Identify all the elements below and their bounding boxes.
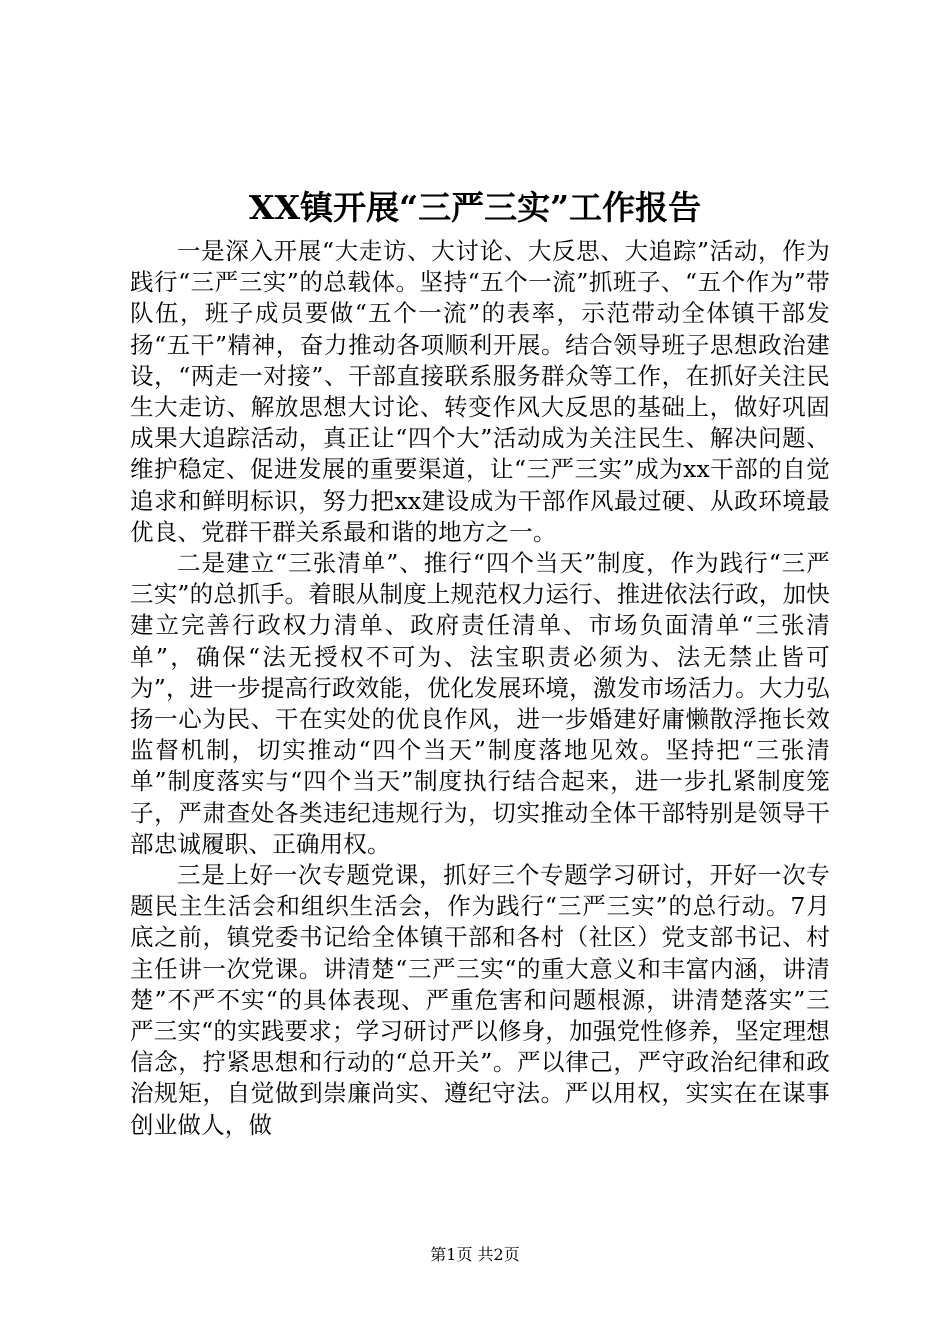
- page-number-footer: 第1页 共2页: [430, 1245, 520, 1264]
- document-body: [130, 236, 830, 1186]
- paragraph-2: 二是建立“三张清单”、推行“四个当天”制度，作为践行“三严三实”的总抓手。着眼从制度上规范权力运行、推进依法行政，加快建立完善行政权力清单、政府责任清单、市场负面清单“三张清单”，确保“法无授权不可为、法宝职责必须为、法无禁止皆可为”，进一步提高行政效能，优化发展环境，激发市场活力。大力弘扬一心为民、干在实处的优良作风，进一步婚建好庸懒散浮拖长效监督机制，切实推动“四个当天”制度落地见效。坚持把“三张清单”制度落实与“四个当天”制度执行结合起来，进一步扎紧制度笼子，严肃查处各类违纪违规行为，切实推动全体干部特别是领导干部忠诚履职、正确用权。: [130, 549, 830, 858]
- paragraph-1: 一是深入开展“大走访、大讨论、大反思、大追踪”活动，作为践行“三严三实”的总载体。坚持“五个一流”抓班子、“五个作为”带队伍，班子成员要做“五个一流”的表率，示范带动全体镇干部发扬“五干”精神，奋力推动各项顺利开展。结合领导班子思想政治建设，“两走一对接”、干部直接联系服务群众等工作，在抓好关注民生大走访、解放思想大讨论、转变作风大反思的基础上，做好巩固成果大追踪活动，真正让“四个大”活动成为关注民生、解决问题、维护稳定、促进发展的重要渠道，让“三严三实”成为xx干部的自觉追求和鲜明标识，努力把xx建设成为干部作风最过硬、从政环境最优良、党群干群关系最和谐的地方之一。: [130, 237, 830, 546]
- document-title: XX镇开展“三严三实”工作报告: [248, 188, 702, 227]
- paragraph-3: 三是上好一次专题党课，抓好三个专题学习研讨，开好一次专题民主生活会和组织生活会，作为践行“三严三实”的总行动。7月底之前，镇党委书记给全体镇干部和各村（社区）党支部书记、村主任讲一次党课。讲清楚“三严三实“的重大意义和丰富内涵，讲清楚”不严不实“的具体表现、严重危害和问题根源，讲清楚落实”三严三实“的实践要求；学习研讨严以修身，加强党性修养，坚定理想信念，拧紧思想和行动的“总开关”。严以律己，严守政治纪律和政治规矩，自觉做到崇廉尚实、遵纪守法。严以用权，实实在在谋事创业做人，做: [130, 861, 830, 1139]
